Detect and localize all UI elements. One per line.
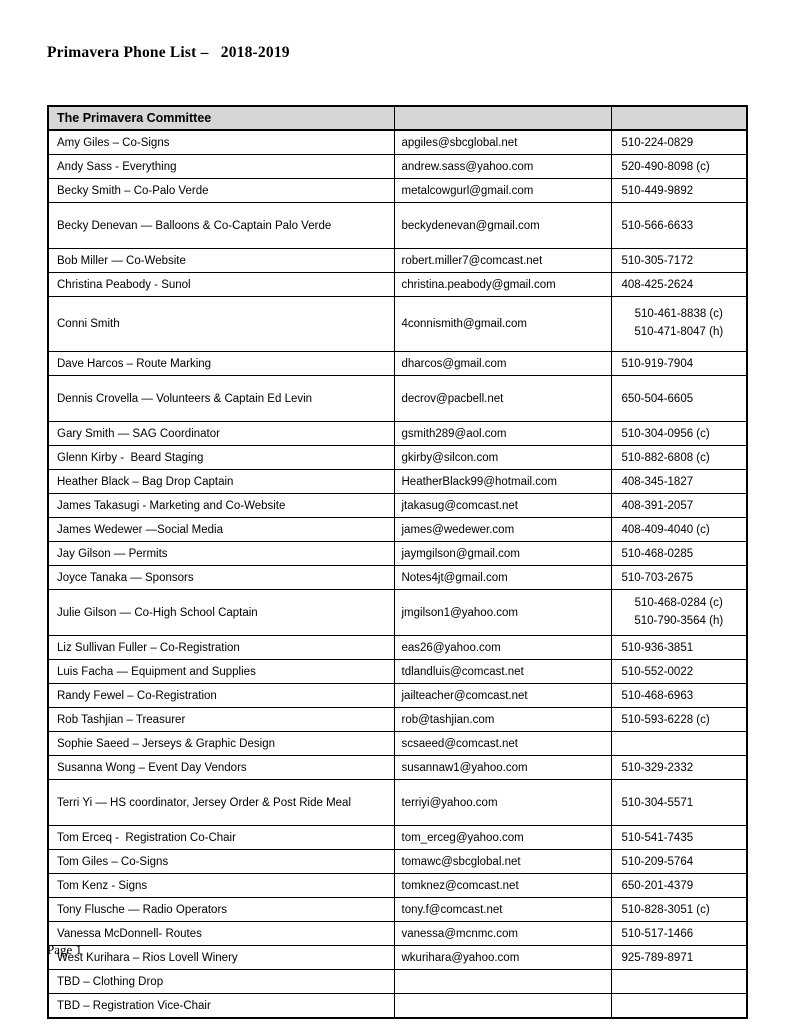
- phone-line: 510-304-0956 (c): [621, 427, 710, 440]
- phone-line: 510-703-2675: [621, 571, 694, 584]
- member-phone: [611, 970, 747, 994]
- table-header-email-cell: [394, 106, 611, 130]
- phone-line: 510-468-0285: [621, 547, 694, 560]
- member-email: beckydenevan@gmail.com: [394, 203, 611, 249]
- table-row: [48, 994, 747, 1019]
- member-phone: [611, 636, 747, 660]
- table-row: [48, 922, 747, 946]
- member-name: James Takasugi - Marketing and Co-Website: [48, 494, 394, 518]
- phone-line: 510-468-6963: [621, 689, 694, 702]
- table-header-row: [48, 106, 747, 130]
- table-row: [48, 470, 747, 494]
- member-email: HeatherBlack99@hotmail.com: [394, 470, 611, 494]
- member-name: Becky Denevan — Balloons & Co-Captain Palo Verde: [48, 203, 394, 249]
- table-row: [48, 518, 747, 542]
- member-phone: [611, 780, 747, 826]
- member-email: scsaeed@comcast.net: [394, 732, 611, 756]
- phone-line: 510-468-0284 (c): [634, 596, 723, 609]
- member-name: Bob Miller — Co-Website: [48, 249, 394, 273]
- table-header-title: The Primavera Committee: [48, 106, 394, 130]
- table-row: [48, 660, 747, 684]
- member-phone: [611, 946, 747, 970]
- member-phone: [611, 297, 747, 352]
- table-row: [48, 708, 747, 732]
- member-name: TBD – Clothing Drop: [48, 970, 394, 994]
- phone-line: 510-882-6808 (c): [621, 451, 710, 464]
- member-email: andrew.sass@yahoo.com: [394, 155, 611, 179]
- table-row: [48, 446, 747, 470]
- member-email: eas26@yahoo.com: [394, 636, 611, 660]
- member-email: 4connismith@gmail.com: [394, 297, 611, 352]
- member-phone: [611, 566, 747, 590]
- member-phone: [611, 470, 747, 494]
- member-name: Gary Smith — SAG Coordinator: [48, 422, 394, 446]
- member-email: susannaw1@yahoo.com: [394, 756, 611, 780]
- member-phone: [611, 898, 747, 922]
- member-email: apgiles@sbcglobal.net: [394, 130, 611, 155]
- phone-line: 510-566-6633: [621, 219, 694, 232]
- phone-line: 510-329-2332: [621, 761, 694, 774]
- member-phone: [611, 422, 747, 446]
- member-name: Tom Erceq - Registration Co-Chair: [48, 826, 394, 850]
- member-phone: [611, 518, 747, 542]
- member-email: tony.f@comcast.net: [394, 898, 611, 922]
- member-phone: [611, 249, 747, 273]
- table-row: [48, 684, 747, 708]
- member-email: tomawc@sbcglobal.net: [394, 850, 611, 874]
- table-header-phone-cell: [611, 106, 747, 130]
- member-phone: [611, 542, 747, 566]
- table-row: [48, 179, 747, 203]
- member-phone: [611, 994, 747, 1019]
- table-row: [48, 732, 747, 756]
- member-email: james@wedewer.com: [394, 518, 611, 542]
- table-row: [48, 542, 747, 566]
- phone-line: 408-409-4040 (c): [621, 523, 710, 536]
- table-row: [48, 130, 747, 155]
- phone-line: 510-593-6228 (c): [621, 713, 710, 726]
- phone-line: 650-201-4379: [621, 879, 694, 892]
- member-name: Andy Sass - Everything: [48, 155, 394, 179]
- member-name: Liz Sullivan Fuller – Co-Registration: [48, 636, 394, 660]
- member-phone: [611, 179, 747, 203]
- member-phone: [611, 850, 747, 874]
- member-phone: [611, 352, 747, 376]
- table-row: [48, 850, 747, 874]
- member-email: tomknez@comcast.net: [394, 874, 611, 898]
- member-email: robert.miller7@comcast.net: [394, 249, 611, 273]
- member-phone: [611, 874, 747, 898]
- member-name: Dennis Crovella — Volunteers & Captain Ed Levin: [48, 376, 394, 422]
- member-phone: [611, 203, 747, 249]
- table-row: [48, 898, 747, 922]
- phone-line: 510-828-3051 (c): [621, 903, 710, 916]
- member-name: Tony Flusche — Radio Operators: [48, 898, 394, 922]
- member-name: Jay Gilson — Permits: [48, 542, 394, 566]
- table-row: [48, 780, 747, 826]
- member-phone: [611, 660, 747, 684]
- member-phone: [611, 922, 747, 946]
- member-name: Joyce Tanaka — Sponsors: [48, 566, 394, 590]
- member-phone: [611, 446, 747, 470]
- phone-line: 510-919-7904: [621, 357, 694, 370]
- member-phone: [611, 273, 747, 297]
- member-email: jailteacher@comcast.net: [394, 684, 611, 708]
- phone-line: 408-425-2624: [621, 278, 694, 291]
- member-phone: [611, 130, 747, 155]
- member-name: West Kurihara – Rios Lovell Winery: [48, 946, 394, 970]
- member-name: Heather Black – Bag Drop Captain: [48, 470, 394, 494]
- member-email: decrov@pacbell.net: [394, 376, 611, 422]
- table-row: [48, 970, 747, 994]
- phone-line: 510-224-0829: [621, 136, 694, 149]
- member-name: Susanna Wong – Event Day Vendors: [48, 756, 394, 780]
- member-phone: [611, 826, 747, 850]
- member-name: Terri Yi — HS coordinator, Jersey Order & Post Ride Meal: [48, 780, 394, 826]
- phone-line: 510-790-3564 (h): [634, 614, 724, 627]
- table-row: [48, 494, 747, 518]
- table-row: [48, 590, 747, 636]
- member-email: gsmith289@aol.com: [394, 422, 611, 446]
- member-email: gkirby@silcon.com: [394, 446, 611, 470]
- member-name: Vanessa McDonnell- Routes: [48, 922, 394, 946]
- phone-line: 510-471-8047 (h): [634, 326, 724, 338]
- table-row: [48, 566, 747, 590]
- committee-table-body: [48, 130, 747, 1018]
- member-email: [394, 970, 611, 994]
- table-row: [48, 249, 747, 273]
- member-phone: [611, 376, 747, 422]
- table-row: [48, 203, 747, 249]
- member-email: wkurihara@yahoo.com: [394, 946, 611, 970]
- member-email: metalcowgurl@gmail.com: [394, 179, 611, 203]
- phone-line: 925-789-8971: [621, 951, 694, 964]
- phone-line: 510-517-1466: [621, 927, 694, 940]
- member-name: Julie Gilson — Co-High School Captain: [48, 590, 394, 636]
- member-email: [394, 994, 611, 1019]
- phone-line: 510-305-7172: [621, 254, 694, 267]
- member-email: christina.peabody@gmail.com: [394, 273, 611, 297]
- member-phone: [611, 708, 747, 732]
- phone-line: 510-209-5764: [621, 855, 694, 868]
- member-phone: [611, 756, 747, 780]
- member-email: Notes4jt@gmail.com: [394, 566, 611, 590]
- member-name: Rob Tashjian – Treasurer: [48, 708, 394, 732]
- member-name: Christina Peabody - Sunol: [48, 273, 394, 297]
- table-row: [48, 636, 747, 660]
- phone-line: 510-461-8838 (c): [634, 308, 723, 321]
- phone-line: 520-490-8098 (c): [621, 160, 710, 173]
- member-name: Glenn Kirby - Beard Staging: [48, 446, 394, 470]
- table-row: [48, 874, 747, 898]
- table-row: [48, 273, 747, 297]
- member-email: dharcos@gmail.com: [394, 352, 611, 376]
- member-phone: [611, 684, 747, 708]
- member-phone: [611, 732, 747, 756]
- member-name: Randy Fewel – Co-Registration: [48, 684, 394, 708]
- member-name: Dave Harcos – Route Marking: [48, 352, 394, 376]
- table-row: [48, 826, 747, 850]
- member-phone: [611, 494, 747, 518]
- member-name: Luis Facha — Equipment and Supplies: [48, 660, 394, 684]
- phone-line: 510-304-5571: [621, 796, 694, 809]
- member-name: Tom Giles – Co-Signs: [48, 850, 394, 874]
- phone-line: 510-552-0022: [621, 665, 694, 678]
- member-email: jaymgilson@gmail.com: [394, 542, 611, 566]
- table-row: [48, 422, 747, 446]
- phone-line: 650-504-6605: [621, 392, 694, 405]
- member-email: tdlandluis@comcast.net: [394, 660, 611, 684]
- phone-line: 408-391-2057: [621, 499, 694, 512]
- phone-line: 510-936-3851: [621, 641, 694, 654]
- member-phone: [611, 155, 747, 179]
- phone-line: 510-541-7435: [621, 831, 694, 844]
- table-row: [48, 155, 747, 179]
- member-email: vanessa@mcnmc.com: [394, 922, 611, 946]
- member-email: rob@tashjian.com: [394, 708, 611, 732]
- table-row: [48, 756, 747, 780]
- member-name: Tom Kenz - Signs: [48, 874, 394, 898]
- member-email: tom_erceg@yahoo.com: [394, 826, 611, 850]
- member-name: TBD – Registration Vice-Chair: [48, 994, 394, 1019]
- committee-table: [47, 105, 748, 1019]
- phone-line: 408-345-1827: [621, 475, 694, 488]
- member-email: jmgilson1@yahoo.com: [394, 590, 611, 636]
- page-title: Primavera Phone List – 2018-2019: [47, 44, 290, 61]
- member-email: terriyi@yahoo.com: [394, 780, 611, 826]
- member-phone: [611, 590, 747, 636]
- member-email: jtakasug@comcast.net: [394, 494, 611, 518]
- member-name: Sophie Saeed – Jerseys & Graphic Design: [48, 732, 394, 756]
- member-name: Amy Giles – Co-Signs: [48, 130, 394, 155]
- page-number: Page 1: [47, 942, 83, 957]
- table-row: [48, 946, 747, 970]
- member-name: Conni Smith: [48, 297, 394, 352]
- table-row: [48, 376, 747, 422]
- member-name: James Wedewer —Social Media: [48, 518, 394, 542]
- phone-line: 510-449-9892: [621, 184, 694, 197]
- table-row: [48, 352, 747, 376]
- member-name: Becky Smith – Co-Palo Verde: [48, 179, 394, 203]
- table-row: [48, 297, 747, 352]
